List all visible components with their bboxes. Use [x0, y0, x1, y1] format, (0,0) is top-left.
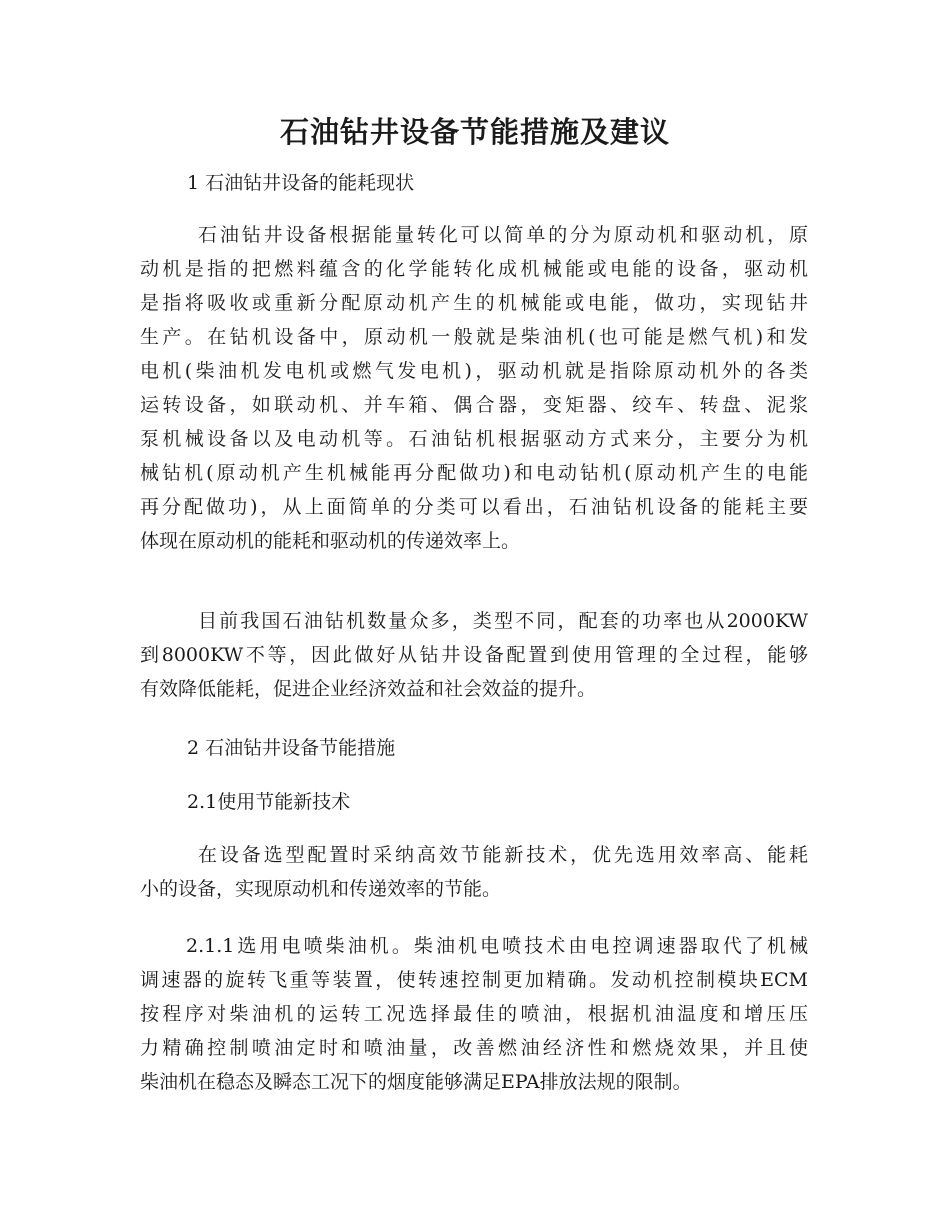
paragraph-line: 2.1.1选用电喷柴油机。柴油机电喷技术由电控调速器取代了机械 — [186, 935, 808, 957]
section-2-1-paragraph — [140, 838, 808, 906]
paragraph-line: 有效降低能耗，促进企业经济效益和社会效益的提升。 — [140, 678, 597, 700]
section-1-heading: 1 石油钻井设备的能耗现状 — [187, 172, 415, 194]
paragraph-line: 是指将吸收或重新分配原动机产生的机械能或电能，做功，实现钻井 — [140, 292, 808, 314]
section-2-heading: 2 石油钻井设备节能措施 — [187, 737, 396, 759]
paragraph-line: 体现在原动机的能耗和驱动机的传递效率上。 — [140, 530, 521, 552]
paragraph-line: 石油钻井设备根据能量转化可以简单的分为原动机和驱动机，原 — [198, 224, 808, 246]
paragraph-line: 调速器的旋转飞重等装置，使转速控制更加精确。发动机控制模块ECM — [140, 969, 808, 991]
section-1-paragraph-2 — [140, 604, 808, 706]
paragraph-line: 在设备选型配置时采纳高效节能新技术，优先选用效率高、能耗 — [198, 844, 808, 866]
paragraph-line: 再分配做功)，从上面简单的分类可以看出，石油钻机设备的能耗主要 — [140, 496, 808, 518]
section-2-1-heading: 2.1使用节能新技术 — [187, 791, 351, 813]
document-title: 石油钻井设备节能措施及建议 — [279, 115, 670, 149]
paragraph-line: 目前我国石油钻机数量众多，类型不同，配套的功率也从2000KW — [198, 610, 808, 632]
section-2-1-1-paragraph — [140, 929, 808, 1099]
paragraph-line: 按程序对柴油机的运转工况选择最佳的喷油，根据机油温度和增压压 — [140, 1003, 808, 1025]
paragraph-line: 柴油机在稳态及瞬态工况下的烟度能够满足EPA排放法规的限制。 — [140, 1071, 692, 1093]
paragraph-line: 械钻机(原动机产生机械能再分配做功)和电动钻机(原动机产生的电能 — [140, 462, 808, 484]
paragraph-line: 动机是指的把燃料蕴含的化学能转化成机械能或电能的设备，驱动机 — [140, 258, 808, 280]
paragraph-line: 生产。在钻机设备中，原动机一般就是柴油机(也可能是燃气机)和发 — [140, 326, 808, 348]
paragraph-line: 运转设备，如联动机、并车箱、偶合器，变矩器、绞车、转盘、泥浆 — [140, 394, 808, 416]
paragraph-line: 力精确控制喷油定时和喷油量，改善燃油经济性和燃烧效果，并且使 — [140, 1037, 808, 1059]
paragraph-line: 到8000KW不等，因此做好从钻井设备配置到使用管理的全过程，能够 — [140, 644, 808, 666]
paragraph-line: 泵机械设备以及电动机等。石油钻机根据驱动方式来分，主要分为机 — [140, 428, 808, 450]
section-1-paragraph-1 — [140, 218, 808, 558]
paragraph-line: 小的设备，实现原动机和传递效率的节能。 — [140, 878, 502, 900]
paragraph-line: 电机(柴油机发电机或燃气发电机)，驱动机就是指除原动机外的各类 — [140, 360, 808, 382]
